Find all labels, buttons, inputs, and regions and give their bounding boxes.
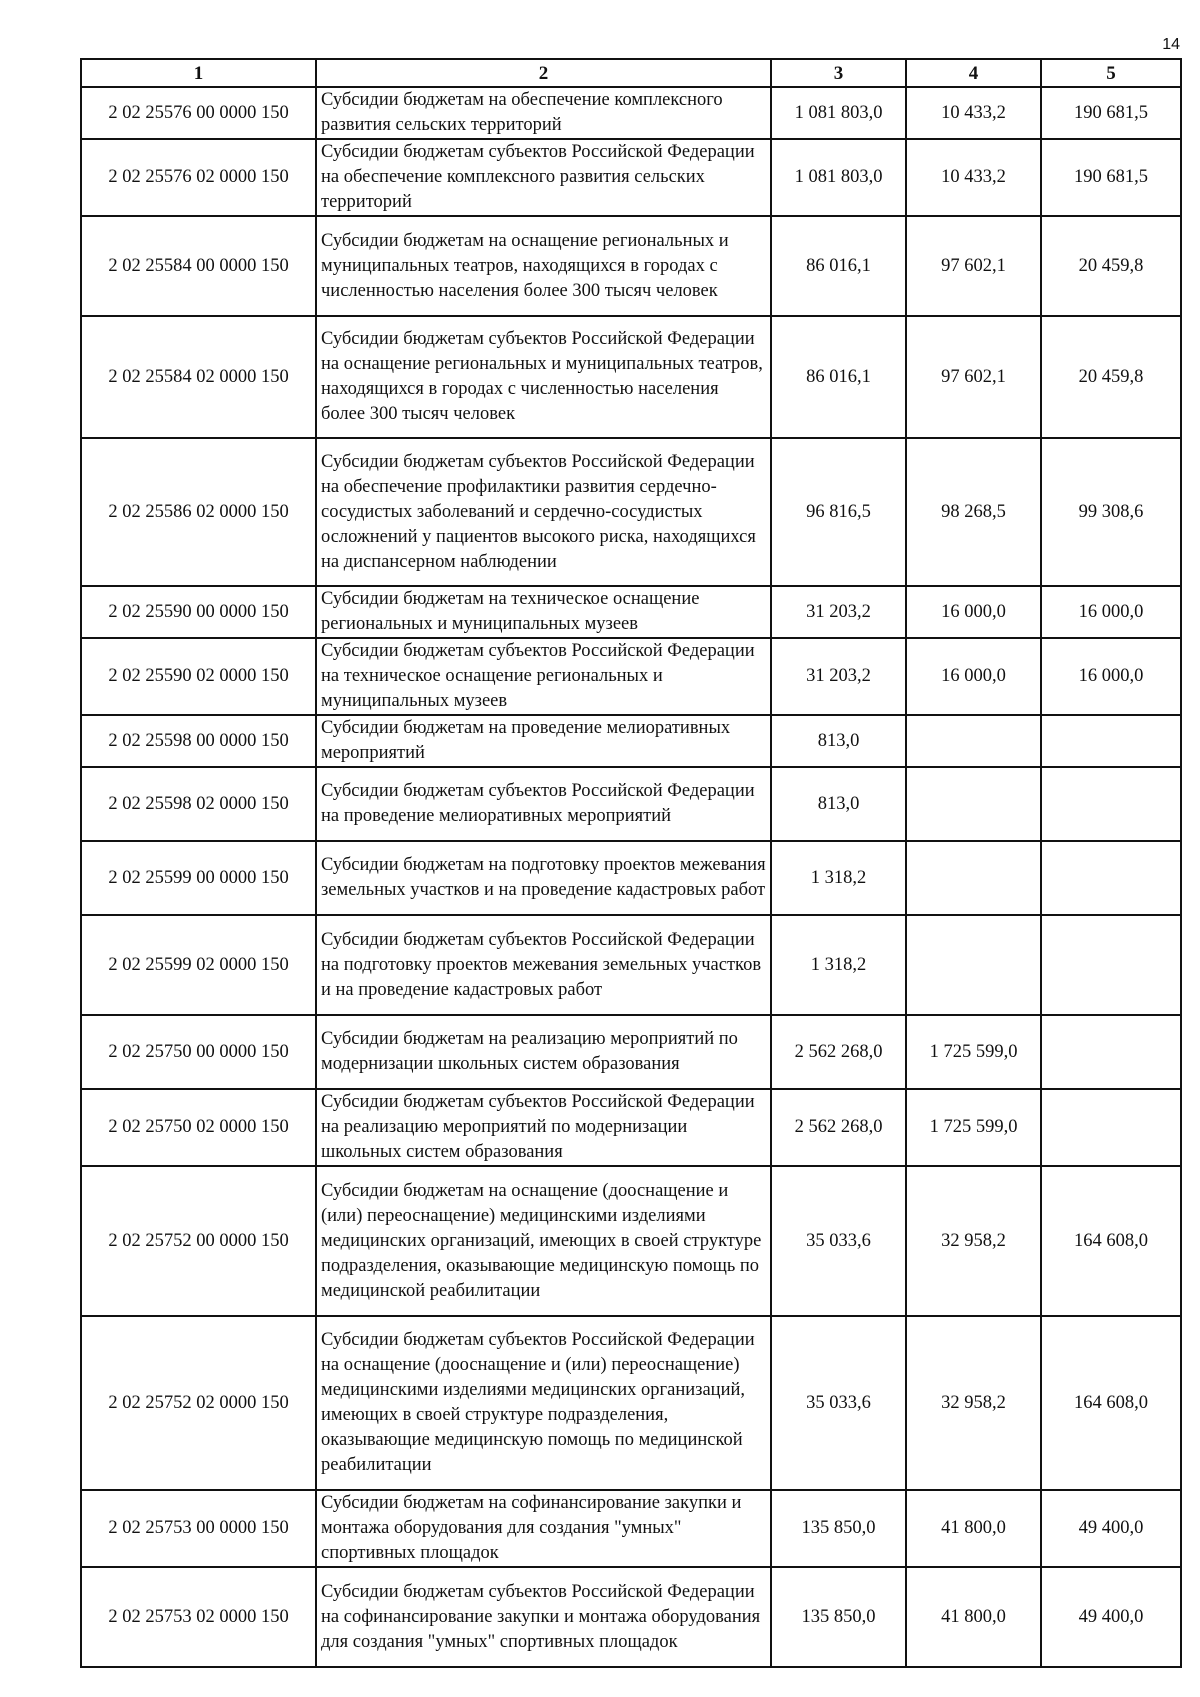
- description: Субсидии бюджетам субъектов Российской Федерации на техническое оснащение региональных и муниципальных музеев: [316, 638, 771, 715]
- table-row: [81, 841, 1181, 915]
- value-col-4: [906, 841, 1041, 915]
- value-col-3: 1 318,2: [771, 841, 906, 915]
- value-col-5: 99 308,6: [1041, 438, 1181, 586]
- value-col-4: 32 958,2: [906, 1166, 1041, 1316]
- value-col-5: 49 400,0: [1041, 1490, 1181, 1567]
- description: Субсидии бюджетам субъектов Российской Федерации на подготовку проектов межевания земельных участков и на проведение кадастровых работ: [316, 915, 771, 1015]
- description: Субсидии бюджетам на проведение мелиоративных мероприятий: [316, 715, 771, 767]
- table-row: [81, 1567, 1181, 1667]
- table-row: [81, 767, 1181, 841]
- value-col-3: 135 850,0: [771, 1567, 906, 1667]
- value-col-3: 35 033,6: [771, 1316, 906, 1490]
- value-col-4: 97 602,1: [906, 316, 1041, 438]
- table-row: [81, 1015, 1181, 1089]
- budget-code: 2 02 25753 00 0000 150: [81, 1490, 316, 1567]
- table-row: [81, 915, 1181, 1015]
- value-col-4: [906, 915, 1041, 1015]
- value-col-5: 20 459,8: [1041, 216, 1181, 316]
- table-row: [81, 438, 1181, 586]
- description: Субсидии бюджетам на обеспечение комплексного развития сельских территорий: [316, 87, 771, 139]
- value-col-3: 2 562 268,0: [771, 1089, 906, 1166]
- description: Субсидии бюджетам на техническое оснащение региональных и муниципальных музеев: [316, 586, 771, 638]
- description: Субсидии бюджетам на оснащение региональных и муниципальных театров, находящихся в городах с численностью населения более 300 тысяч человек: [316, 216, 771, 316]
- value-col-3: 1 081 803,0: [771, 87, 906, 139]
- value-col-3: 1 081 803,0: [771, 139, 906, 216]
- description: Субсидии бюджетам субъектов Российской Федерации на софинансирование закупки и монтажа оборудования для создания "умных" спортивных площадок: [316, 1567, 771, 1667]
- value-col-3: 813,0: [771, 767, 906, 841]
- budget-code: 2 02 25586 02 0000 150: [81, 438, 316, 586]
- value-col-4: 98 268,5: [906, 438, 1041, 586]
- budget-code: 2 02 25576 00 0000 150: [81, 87, 316, 139]
- value-col-5: 164 608,0: [1041, 1166, 1181, 1316]
- page-number: 14: [1162, 36, 1180, 53]
- value-col-3: 813,0: [771, 715, 906, 767]
- value-col-5: [1041, 841, 1181, 915]
- value-col-4: 10 433,2: [906, 87, 1041, 139]
- budget-code: 2 02 25590 00 0000 150: [81, 586, 316, 638]
- value-col-4: 41 800,0: [906, 1567, 1041, 1667]
- value-col-3: 96 816,5: [771, 438, 906, 586]
- budget-code: 2 02 25584 02 0000 150: [81, 316, 316, 438]
- table-row: [81, 638, 1181, 715]
- value-col-4: 32 958,2: [906, 1316, 1041, 1490]
- value-col-5: 16 000,0: [1041, 586, 1181, 638]
- value-col-5: [1041, 915, 1181, 1015]
- value-col-4: 97 602,1: [906, 216, 1041, 316]
- budget-code: 2 02 25750 02 0000 150: [81, 1089, 316, 1166]
- value-col-3: 31 203,2: [771, 586, 906, 638]
- value-col-3: 35 033,6: [771, 1166, 906, 1316]
- value-col-4: 10 433,2: [906, 139, 1041, 216]
- table-row: [81, 715, 1181, 767]
- table-row: [81, 586, 1181, 638]
- value-col-5: 16 000,0: [1041, 638, 1181, 715]
- value-col-3: 1 318,2: [771, 915, 906, 1015]
- description: Субсидии бюджетам субъектов Российской Федерации на обеспечение комплексного развития сельских территорий: [316, 139, 771, 216]
- table-row: [81, 139, 1181, 216]
- budget-code: 2 02 25753 02 0000 150: [81, 1567, 316, 1667]
- value-col-3: 2 562 268,0: [771, 1015, 906, 1089]
- value-col-5: [1041, 767, 1181, 841]
- description: Субсидии бюджетам субъектов Российской Федерации на проведение мелиоративных мероприятий: [316, 767, 771, 841]
- value-col-5: 20 459,8: [1041, 316, 1181, 438]
- budget-code: 2 02 25598 02 0000 150: [81, 767, 316, 841]
- description: Субсидии бюджетам субъектов Российской Федерации на оснащение региональных и муниципальных театров, находящихся в городах с численностью населения более 300 тысяч человек: [316, 316, 771, 438]
- table-row: [81, 1166, 1181, 1316]
- value-col-3: 135 850,0: [771, 1490, 906, 1567]
- header-row: [81, 59, 1181, 87]
- budget-table: [80, 58, 1182, 1668]
- table-row: [81, 1490, 1181, 1567]
- budget-code: 2 02 25752 00 0000 150: [81, 1166, 316, 1316]
- value-col-4: 1 725 599,0: [906, 1015, 1041, 1089]
- table-row: [81, 216, 1181, 316]
- header-col-2: 2: [316, 59, 771, 87]
- value-col-5: 49 400,0: [1041, 1567, 1181, 1667]
- budget-code: 2 02 25599 02 0000 150: [81, 915, 316, 1015]
- value-col-5: [1041, 1015, 1181, 1089]
- budget-code: 2 02 25599 00 0000 150: [81, 841, 316, 915]
- budget-code: 2 02 25598 00 0000 150: [81, 715, 316, 767]
- budget-code: 2 02 25752 02 0000 150: [81, 1316, 316, 1490]
- value-col-3: 86 016,1: [771, 316, 906, 438]
- description: Субсидии бюджетам субъектов Российской Федерации на оснащение (дооснащение и (или) переоснащение) медицинскими изделиями медицинских организаций, имеющих в своей структуре подразделения, оказывающие медицинскую помощь по медицинской реабилитации: [316, 1316, 771, 1490]
- budget-code: 2 02 25584 00 0000 150: [81, 216, 316, 316]
- value-col-4: 16 000,0: [906, 638, 1041, 715]
- value-col-3: 86 016,1: [771, 216, 906, 316]
- table-row: [81, 316, 1181, 438]
- value-col-4: 16 000,0: [906, 586, 1041, 638]
- header-col-4: 4: [906, 59, 1041, 87]
- value-col-5: [1041, 1089, 1181, 1166]
- value-col-4: [906, 715, 1041, 767]
- header-col-5: 5: [1041, 59, 1181, 87]
- value-col-5: 190 681,5: [1041, 87, 1181, 139]
- header-col-3: 3: [771, 59, 906, 87]
- value-col-3: 31 203,2: [771, 638, 906, 715]
- table-row: [81, 1316, 1181, 1490]
- budget-code: 2 02 25576 02 0000 150: [81, 139, 316, 216]
- value-col-5: 190 681,5: [1041, 139, 1181, 216]
- value-col-4: 1 725 599,0: [906, 1089, 1041, 1166]
- value-col-4: 41 800,0: [906, 1490, 1041, 1567]
- description: Субсидии бюджетам на подготовку проектов межевания земельных участков и на проведение кадастровых работ: [316, 841, 771, 915]
- description: Субсидии бюджетам на оснащение (дооснащение и (или) переоснащение) медицинскими изделиями медицинских организаций, имеющих в своей структуре подразделения, оказывающие медицинскую помощь по медицинской реабилитации: [316, 1166, 771, 1316]
- description: Субсидии бюджетам на реализацию мероприятий по модернизации школьных систем образования: [316, 1015, 771, 1089]
- value-col-5: [1041, 715, 1181, 767]
- table-row: [81, 1089, 1181, 1166]
- description: Субсидии бюджетам на софинансирование закупки и монтажа оборудования для создания "умных" спортивных площадок: [316, 1490, 771, 1567]
- value-col-4: [906, 767, 1041, 841]
- header-col-1: 1: [81, 59, 316, 87]
- table-row: [81, 87, 1181, 139]
- description: Субсидии бюджетам субъектов Российской Федерации на обеспечение профилактики развития сердечно-сосудистых заболеваний и сердечно-сосудистых осложнений у пациентов высокого риска, находящихся на диспансерном наблюдении: [316, 438, 771, 586]
- budget-code: 2 02 25590 02 0000 150: [81, 638, 316, 715]
- description: Субсидии бюджетам субъектов Российской Федерации на реализацию мероприятий по модернизации школьных систем образования: [316, 1089, 771, 1166]
- value-col-5: 164 608,0: [1041, 1316, 1181, 1490]
- budget-code: 2 02 25750 00 0000 150: [81, 1015, 316, 1089]
